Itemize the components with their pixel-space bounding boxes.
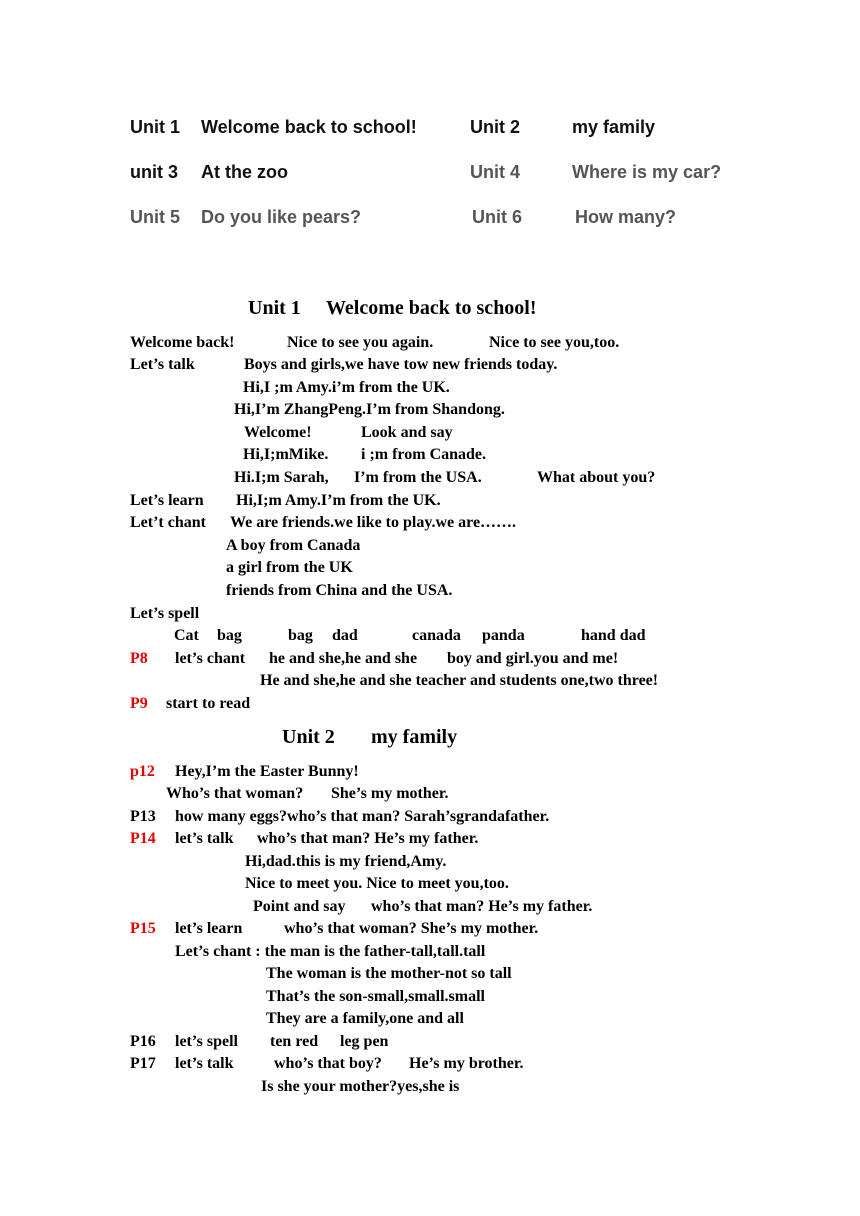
page-ref-p16: P16 <box>130 1033 156 1050</box>
u1-line8-a: Let’s learn <box>130 492 204 509</box>
u2-p14-b: who’s that man? He’s my father. <box>257 830 479 847</box>
u1-line1-c: Nice to see you,too. <box>489 334 620 351</box>
u2-line9: Let’s chant : the man is the father-tall,tall.tall <box>175 943 486 960</box>
u1-line5-a: Welcome! <box>244 424 312 441</box>
page-ref-p15: P15 <box>130 920 156 937</box>
u1-p9-a: start to read <box>166 695 251 712</box>
u2-p16-c: leg pen <box>340 1033 389 1050</box>
u1-line8-b: Hi,I;m Amy.I’m from the UK. <box>236 492 441 509</box>
u1-line1-b: Nice to see you again. <box>287 334 434 351</box>
u1-line5-b: Look and say <box>361 424 453 441</box>
toc-unit6-name: How many? <box>575 207 677 227</box>
u2-p14-a: let’s talk <box>175 830 234 847</box>
u1-line11: a girl from the UK <box>226 559 353 576</box>
toc-unit3-number: unit 3 <box>130 162 178 182</box>
toc-unit4-name: Where is my car? <box>572 162 722 182</box>
toc-unit1-number: Unit 1 <box>130 117 181 137</box>
u1-line9-b: We are friends.we like to play.we are……. <box>230 514 517 531</box>
u2-p17-b: who’s that boy? <box>274 1055 382 1072</box>
toc-unit2-number: Unit 2 <box>470 117 521 137</box>
u1-spell-word: dad <box>332 627 358 644</box>
u1-spell-word: bag <box>288 627 313 644</box>
u1-spell-word: hand dad <box>581 627 646 644</box>
u2-p12-a: Hey,I’m the Easter Bunny! <box>175 763 359 780</box>
toc-unit4-number: Unit 4 <box>470 162 521 182</box>
u1-line10: A boy from Canada <box>226 537 361 554</box>
page-ref-p12: p12 <box>130 763 155 780</box>
toc-unit2-name: my family <box>572 117 656 137</box>
unit2-title-name: my family <box>371 726 458 748</box>
toc-unit6-number: Unit 6 <box>472 207 523 227</box>
page-ref-p9: P9 <box>130 695 148 712</box>
u2-p17-a: let’s talk <box>175 1055 234 1072</box>
toc-unit1-name: Welcome back to school! <box>201 117 417 137</box>
u1-line4: Hi,I’m ZhangPeng.I’m from Shandong. <box>234 401 505 418</box>
u1-line7-a: Hi.I;m Sarah, <box>234 469 329 486</box>
u1-line2-b: Boys and girls,we have tow new friends today. <box>244 356 558 373</box>
page-ref-p14: P14 <box>130 830 156 847</box>
u1-line9-a: Let’t chant <box>130 514 206 531</box>
u1-p8-c: boy and girl.you and me! <box>447 650 619 667</box>
toc-unit5-name: Do you like pears? <box>201 207 362 227</box>
page-ref-p13: P13 <box>130 808 156 825</box>
u2-p15-b: who’s that woman? She’s my mother. <box>284 920 539 937</box>
unit1-title-number: Unit 1 <box>248 297 301 319</box>
u2-p15-a: let’s learn <box>175 920 243 937</box>
u2-line7-a: Point and say <box>253 898 346 915</box>
u2-line5: Hi,dad.this is my friend,Amy. <box>245 853 447 870</box>
u1-p8-b: he and she,he and she <box>269 650 418 667</box>
u2-line6: Nice to meet you. Nice to meet you,too. <box>245 875 509 892</box>
u1-line6-b: i ;m from Canade. <box>361 446 487 463</box>
u1-p8-a: let’s chant <box>175 650 246 667</box>
toc-unit3-name: At the zoo <box>201 162 288 182</box>
unit1-title-name: Welcome back to school! <box>326 297 537 319</box>
u1-line2-a: Let’s talk <box>130 356 195 373</box>
toc-unit5-number: Unit 5 <box>130 207 181 227</box>
u2-line7-b: who’s that man? He’s my father. <box>371 898 593 915</box>
u1-line6-a: Hi,I;mMike. <box>243 446 329 463</box>
u1-spell-word: Cat <box>174 627 199 644</box>
u1-line12: friends from China and the USA. <box>226 582 453 599</box>
u2-line10: The woman is the mother-not so tall <box>266 965 512 982</box>
u1-spell-word: panda <box>482 627 525 644</box>
u2-p17-c: He’s my brother. <box>409 1055 524 1072</box>
u2-p16-a: let’s spell <box>175 1033 238 1050</box>
u1-line13: Let’s spell <box>130 605 200 622</box>
u1-spell-word: canada <box>412 627 461 644</box>
u2-line11: That’s the son-small,small.small <box>266 988 485 1005</box>
u1-line1-a: Welcome back! <box>130 334 235 351</box>
u2-line2-b: She’s my mother. <box>331 785 449 802</box>
u2-line12: They are a family,one and all <box>266 1010 464 1027</box>
u1-line16: He and she,he and she teacher and students one,two three! <box>260 672 659 689</box>
u2-p13-a: how many eggs?who’s that man? Sarah’sgrandafather. <box>175 808 550 825</box>
u2-line2-a: Who’s that woman? <box>166 785 304 802</box>
page-ref-p8: P8 <box>130 650 148 667</box>
u2-line15: Is she your mother?yes,she is <box>261 1078 460 1095</box>
u1-line7-c: What about you? <box>537 469 656 486</box>
u2-p16-b: ten red <box>270 1033 319 1050</box>
u1-line3: Hi,I ;m Amy.i’m from the UK. <box>243 379 450 396</box>
page-ref-p17: P17 <box>130 1055 156 1072</box>
unit2-title-number: Unit 2 <box>282 726 335 748</box>
u1-line7-b: I’m from the USA. <box>354 469 482 486</box>
u1-spell-word: bag <box>217 627 242 644</box>
